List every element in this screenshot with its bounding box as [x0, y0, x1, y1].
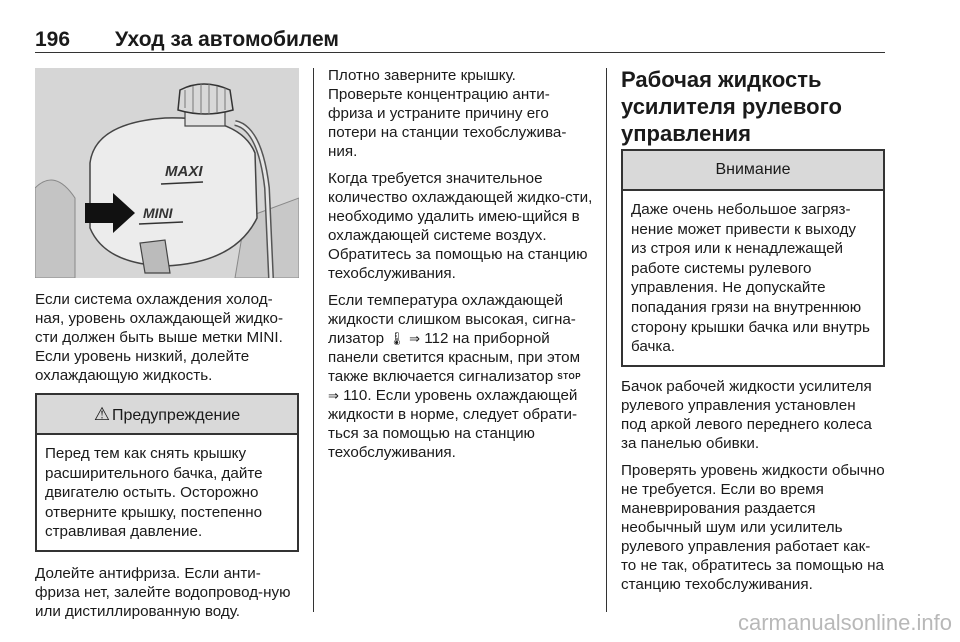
- column-divider-2: [606, 68, 607, 612]
- temperature-text-b: 112 на приборной панели светится красным, при этом также включается сигнализатор: [328, 330, 581, 385]
- column-2: [328, 66, 594, 470]
- notice-header: Внимание: [623, 151, 883, 191]
- watermark: carmanualsonline.info: [737, 610, 952, 635]
- antifreeze-paragraph: Долейте антифриза. Если анти-фриза нет, залейте водопровод-ную или дистиллированную воду.: [35, 564, 291, 620]
- page-title: Уход за автомобилем: [115, 28, 339, 51]
- section-heading: Рабочая жидкость усилителя рулевого управления: [621, 67, 842, 146]
- notice-box: [621, 149, 885, 367]
- stop-indicator: STOP: [557, 372, 582, 381]
- page-number: 196: [35, 28, 71, 51]
- warning-box: [35, 393, 299, 552]
- warning-header: [37, 395, 297, 435]
- temperature-text-c: 110. Если уровень охлаждающей жидкости в норме, следует обрати-ться за помощью на станцию техобслуживания.: [328, 387, 578, 461]
- coolant-tank-illustration: [35, 68, 299, 278]
- air-removal-paragraph: Когда требуется значительное количество охлаждающей жидко-сти, необходимо удалить имею-щийся в охлаждающей системе воздух. Обратитесь за помощью на станцию техобслуживания.: [328, 170, 593, 282]
- reservoir-paragraph: Бачок рабочей жидкости усилителя рулевого управления установлен под аркой левого переднего колеса за панелью обивки.: [621, 377, 872, 452]
- mini-label: MINI: [143, 205, 173, 221]
- cap-paragraph: Плотно заверните крышку. Проверьте концентрацию анти-фриза и устраните причину его потери на станции техобслужива-ния.: [328, 67, 567, 160]
- temperature-paragraph: [328, 291, 594, 462]
- maxi-label: MAXI: [165, 163, 203, 180]
- check-level-paragraph: Проверять уровень жидкости обычно не требуется. Если во время маневрирования раздается необычный шум или усилитель рулевого управления работает как-то не так, обратитесь за помощью на станцию техобслуживания.: [621, 461, 885, 593]
- column-3: [621, 66, 885, 602]
- page-reference-icon: ⇒: [328, 388, 339, 403]
- warning-title: Предупреждение: [111, 407, 241, 424]
- coolant-tank-drawing: [35, 68, 299, 278]
- column-divider-1: [313, 68, 314, 612]
- column-1: [35, 290, 299, 629]
- coolant-temperature-icon: 🌡: [388, 331, 405, 346]
- coolant-level-paragraph: Если система охлаждения холод-ная, уровень охлаждающей жидко-сти должен быть выше метки MINI. Если уровень низкий, долейте охлаждающую жидкость.: [35, 291, 284, 384]
- warning-triangle-icon: ⚠: [93, 404, 110, 424]
- temperature-text-a: Если температура охлаждающей жидкости слишком высокая, сигна-лизатор: [328, 292, 576, 347]
- notice-text: Даже очень небольшое загряз-нение может привести к выходу из строя или к ненадлежащей работе системы рулевого управления. Не допускайте попадания грязи на внутреннюю сторону крышки бачка или внутрь бачка.: [631, 201, 870, 356]
- warning-text: Перед тем как снять крышку расширительного бачка, дайте двигателю остыть. Осторожно отверните крышку, постепенно стравливая давление.: [45, 445, 263, 541]
- page-reference-icon: ⇒: [409, 331, 420, 346]
- page-header: [35, 18, 885, 53]
